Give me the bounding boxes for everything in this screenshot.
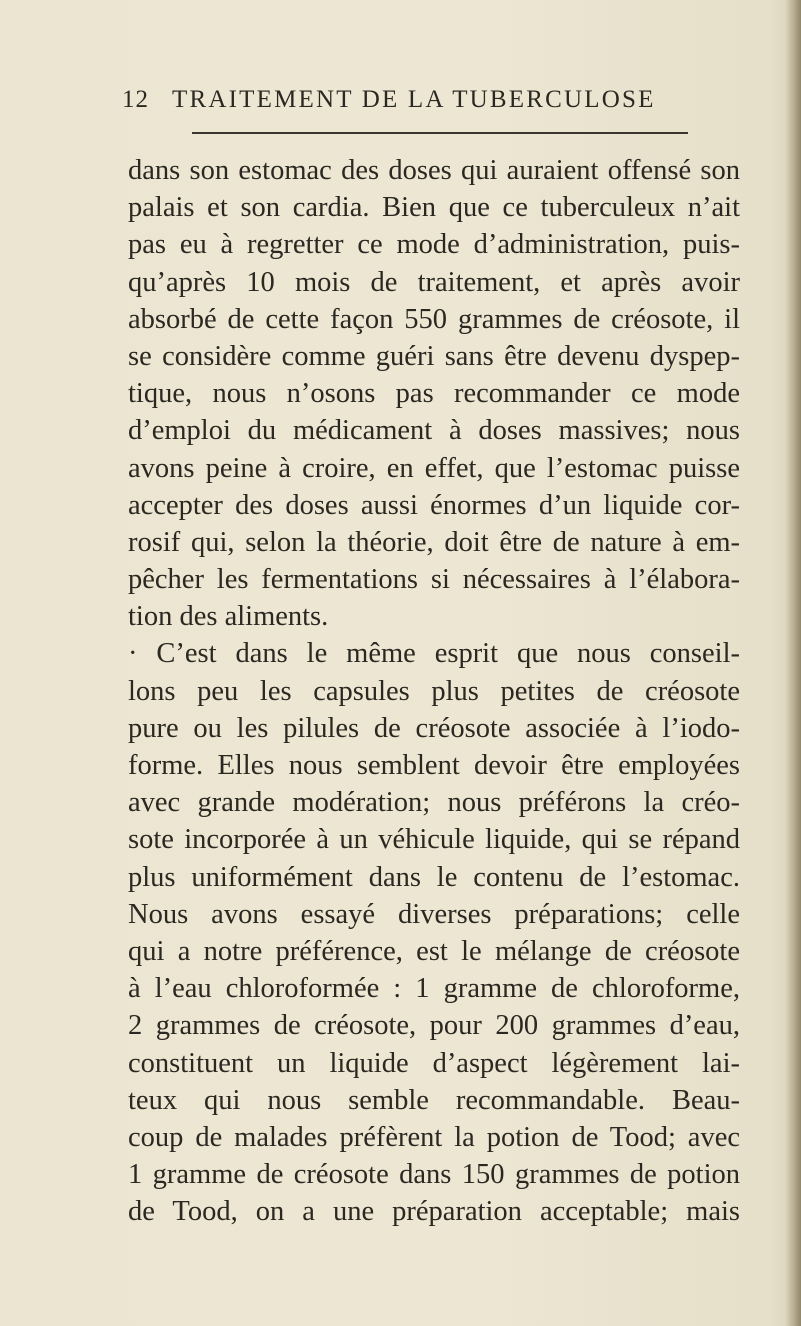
text-line: coup de malades préfèrent la potion de Tood; avec xyxy=(128,1121,740,1153)
text-line: lons peu les capsules plus petites de créosote xyxy=(128,675,740,707)
text-line: de Tood, on a une préparation acceptable; mais xyxy=(128,1196,740,1228)
header-rule xyxy=(192,132,688,134)
text-line: pêcher les fermentations si nécessaires à l’élabora- xyxy=(128,564,740,596)
text-line: accepter des doses aussi énormes d’un liquide cor- xyxy=(128,489,740,521)
text-line: plus uniformément dans le contenu de l’estomac. xyxy=(128,861,740,893)
text-line: sote incorporée à un véhicule liquide, qui se répand xyxy=(128,824,740,856)
text-line: à l’eau chloroformée : 1 gramme de chloroforme, xyxy=(128,973,740,1005)
text-line: avons peine à croire, en effet, que l’estomac puisse xyxy=(128,452,740,484)
text-line: 1 gramme de créosote dans 150 grammes de potion xyxy=(128,1159,740,1191)
body-text xyxy=(128,152,740,1230)
page-edge-shadow xyxy=(785,0,801,1326)
text-line: forme. Elles nous semblent devoir être employées xyxy=(128,750,740,781)
text-line: rosif qui, selon la théorie, doit être de nature à em- xyxy=(128,526,740,558)
text-line: constituent un liquide d’aspect légèrement lai- xyxy=(128,1047,740,1079)
running-title: TRAITEMENT DE LA TUBERCULOSE xyxy=(172,86,656,113)
text-line: dans son estomac des doses qui auraient offensé son xyxy=(128,155,740,186)
text-line: pas eu à regretter ce mode d’administration, puis- xyxy=(128,229,740,261)
text-line: qui a notre préférence, est le mélange de créosote xyxy=(128,935,740,967)
running-head xyxy=(0,86,801,120)
text-line: Nous avons essayé diverses préparations; celle xyxy=(128,898,740,930)
text-line: avec grande modération; nous préférons la créo- xyxy=(128,787,740,819)
text-line: · C’est dans le même esprit que nous conseil- xyxy=(128,638,740,670)
paragraph-end-line: tion des aliments. xyxy=(128,601,329,633)
text-line: 2 grammes de créosote, pour 200 grammes d’eau, xyxy=(128,1010,740,1042)
text-line: tique, nous n’osons pas recommander ce mode xyxy=(128,378,740,410)
text-line: teux qui nous semble recommandable. Beau- xyxy=(128,1084,740,1116)
text-line: qu’après 10 mois de traitement, et après avoir xyxy=(128,266,740,298)
text-line: absorbé de cette façon 550 grammes de créosote, il xyxy=(128,303,740,335)
text-line: se considère comme guéri sans être devenu dyspep- xyxy=(128,340,740,372)
page-number: 12 xyxy=(122,86,149,113)
text-line: palais et son cardia. Bien que ce tuberculeux n’ait xyxy=(128,192,740,224)
text-line: d’emploi du médicament à doses massives; nous xyxy=(128,415,740,447)
text-line: pure ou les pilules de créosote associée à l’iodo- xyxy=(128,712,740,744)
